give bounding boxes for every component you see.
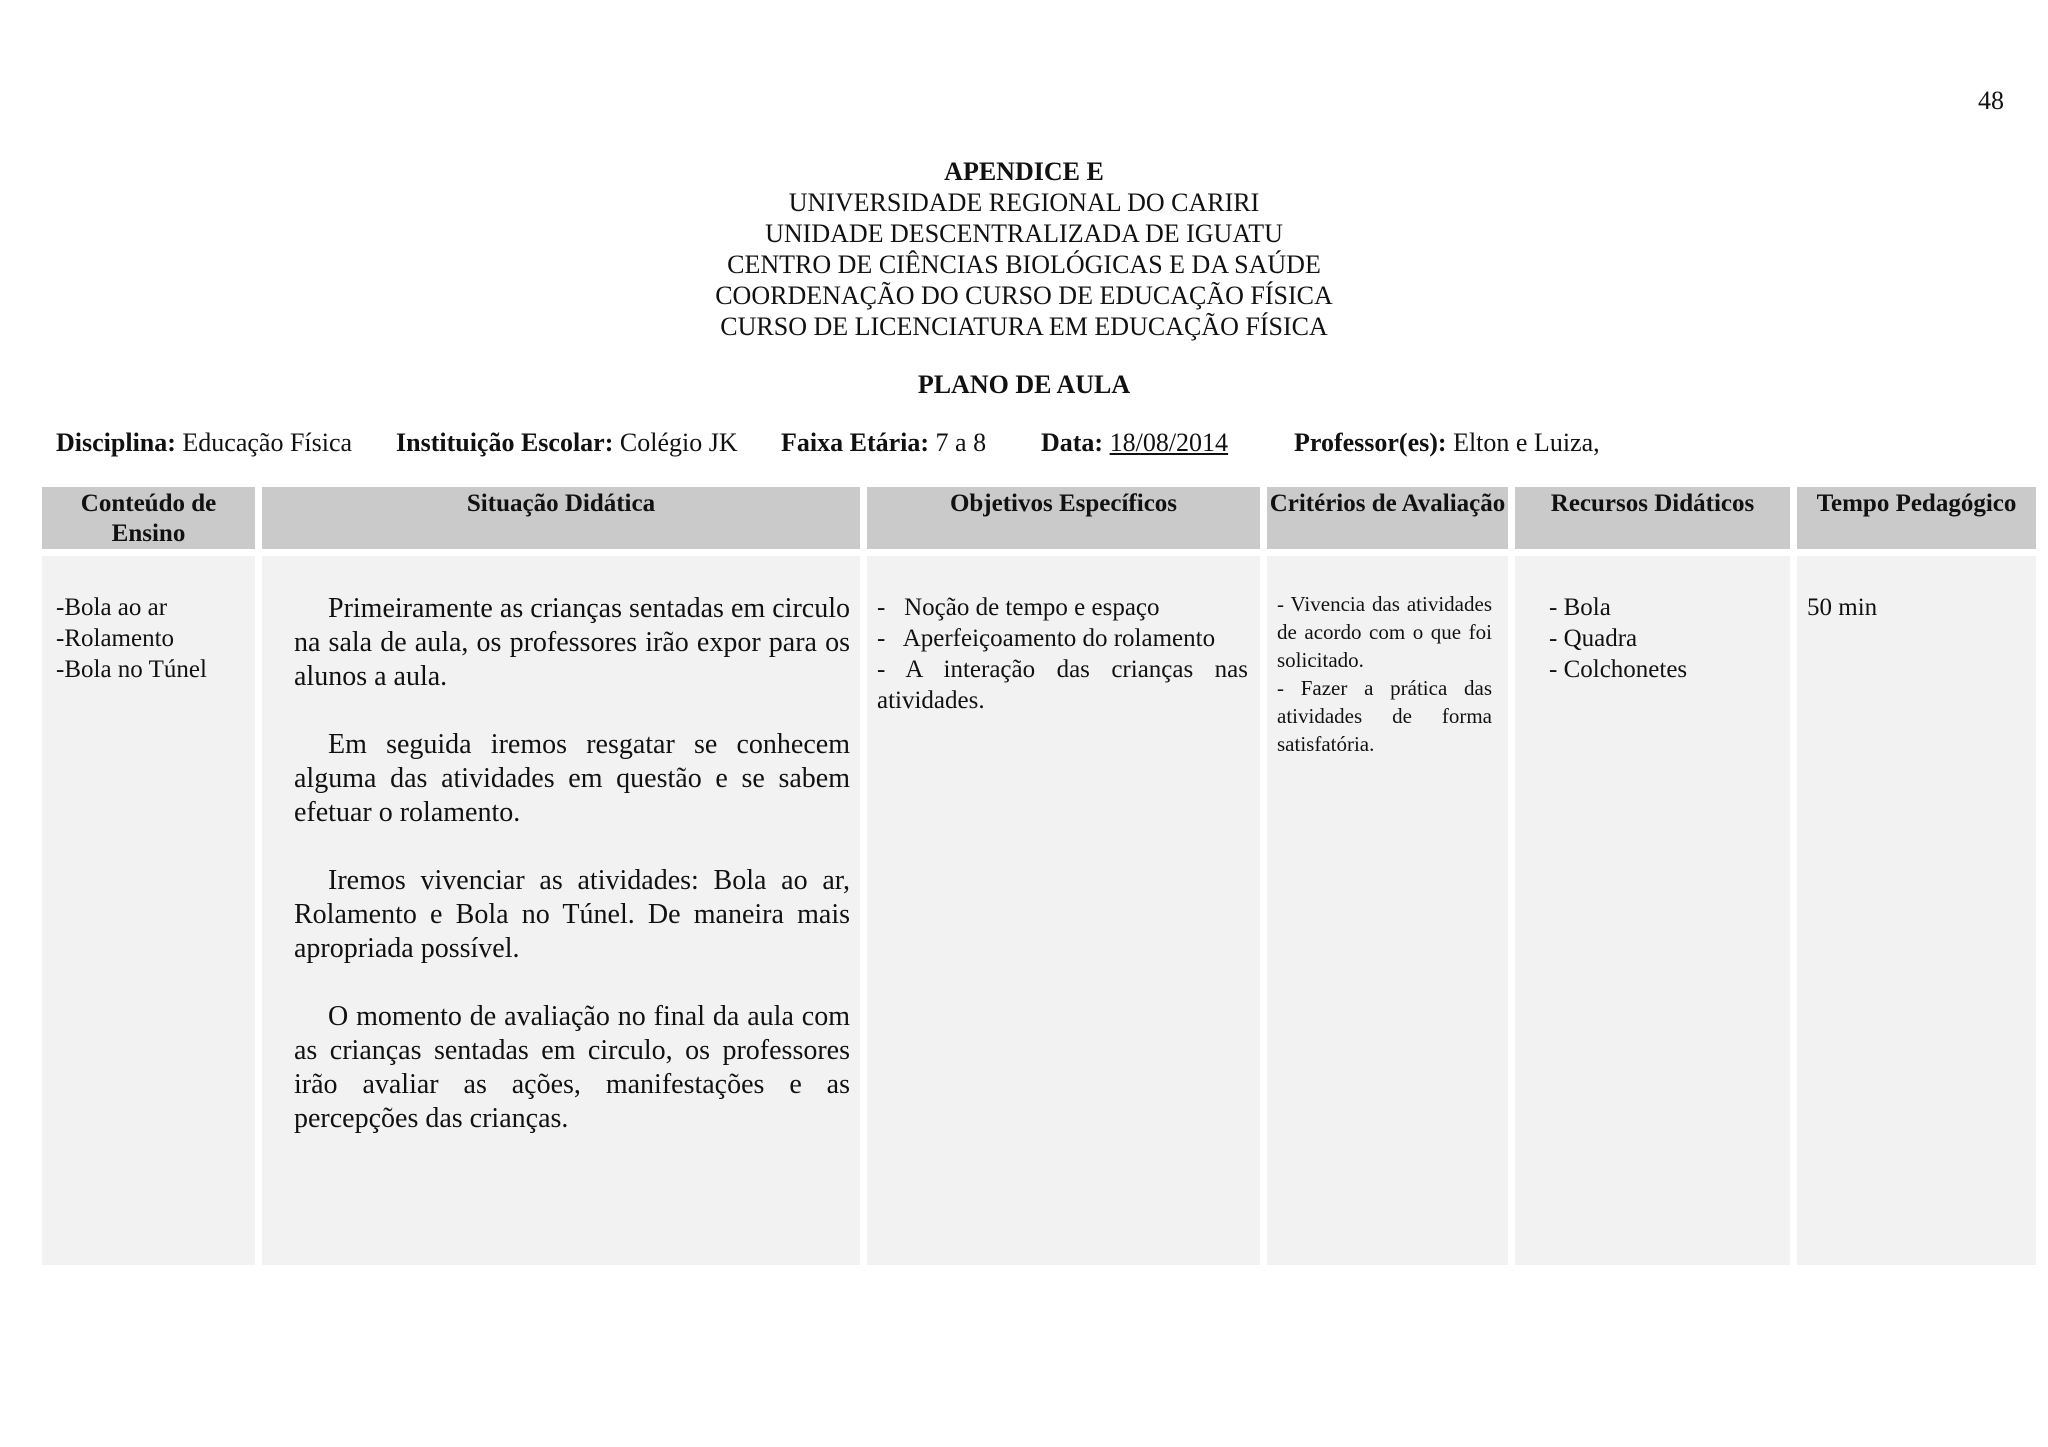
header-objetivos: Objetivos Específicos [867, 487, 1260, 549]
faixa-etaria-field [781, 428, 986, 458]
professor-field [1294, 428, 1600, 458]
situacao-paragraph: Primeiramente as crianças sentadas em circulo na sala de aula, os professores irão expor para os alunos a aula. [294, 593, 850, 692]
cell-criterios [1267, 556, 1508, 1265]
header-tempo: Tempo Pedagógico [1797, 487, 2036, 549]
page-number: 48 [1978, 86, 2004, 115]
instituicao-field [396, 428, 738, 458]
data-label: Data: [1041, 428, 1104, 457]
header-situacao: Situação Didática [262, 487, 860, 549]
conteudo-item: -Bola no Túnel [56, 656, 207, 683]
criterio-item: - Fazer a prática das atividades de forma satisfatória. [1277, 676, 1492, 756]
header-line-center: CENTRO DE CIÊNCIAS BIOLÓGICAS E DA SAÚDE [727, 250, 1321, 279]
cell-objetivos [867, 556, 1260, 1265]
situacao-paragraph: O momento de avaliação no final da aula com as crianças sentadas em circulo, os professores irão avaliar as ações, manifestações e as percepções das crianças. [294, 1001, 850, 1134]
header-recursos: Recursos Didáticos [1515, 487, 1790, 549]
instituicao-label: Instituição Escolar: [396, 428, 614, 457]
conteudo-item: -Rolamento [56, 625, 175, 652]
objetivo-item: - A interação das crianças nas atividades. [877, 656, 1248, 714]
criterio-item: - Vivencia das atividades de acordo com o que foi solicitado. [1277, 592, 1492, 672]
situacao-paragraph: Iremos vivenciar as atividades: Bola ao ar, Rolamento e Bola no Túnel. De maneira mais apropriada possível. [294, 865, 850, 964]
professor-label: Professor(es): [1294, 428, 1447, 457]
professor-value: Elton e Luiza, [1453, 428, 1600, 457]
plan-title: PLANO DE AULA [917, 370, 1131, 399]
recurso-item: - Quadra [1549, 625, 1638, 652]
tempo-value: 50 min [1807, 594, 1878, 621]
header-criterios: Critérios de Avaliação [1267, 487, 1508, 549]
disciplina-field [56, 428, 352, 458]
header-line-university: UNIVERSIDADE REGIONAL DO CARIRI [788, 188, 1260, 217]
instituicao-value: Colégio JK [619, 428, 738, 457]
faixa-etaria-value: 7 a 8 [935, 428, 987, 457]
recurso-item: - Colchonetes [1549, 656, 1688, 683]
lesson-plan-table [42, 487, 2036, 1265]
cell-conteudo [42, 556, 255, 1265]
header-line-course: CURSO DE LICENCIATURA EM EDUCAÇÃO FÍSICA [720, 312, 1328, 341]
cell-recursos [1515, 556, 1790, 1265]
disciplina-label: Disciplina: [56, 428, 176, 457]
faixa-etaria-label: Faixa Etária: [781, 428, 930, 457]
header-line-unit: UNIDADE DESCENTRALIZADA DE IGUATU [765, 219, 1283, 248]
cell-situacao [262, 556, 860, 1265]
recurso-item: - Bola [1549, 594, 1611, 621]
header-line-coordination: COORDENAÇÃO DO CURSO DE EDUCAÇÃO FÍSICA [715, 281, 1333, 310]
disciplina-value: Educação Física [182, 428, 353, 457]
document-header [0, 156, 2048, 342]
cell-tempo [1797, 556, 2036, 1265]
objetivo-item: - Aperfeiçoamento do rolamento [877, 625, 1216, 652]
header-conteudo: Conteúdo de Ensino [42, 487, 255, 549]
situacao-paragraph: Em seguida iremos resgatar se conhecem alguma das atividades em questão e se sabem efetuar o rolamento. [294, 729, 850, 828]
data-field [1041, 428, 1228, 458]
conteudo-item: -Bola ao ar [56, 594, 168, 621]
data-value: 18/08/2014 [1109, 428, 1229, 457]
objetivo-item: - Noção de tempo e espaço [877, 594, 1160, 621]
appendix-title: APENDICE E [944, 157, 1104, 186]
